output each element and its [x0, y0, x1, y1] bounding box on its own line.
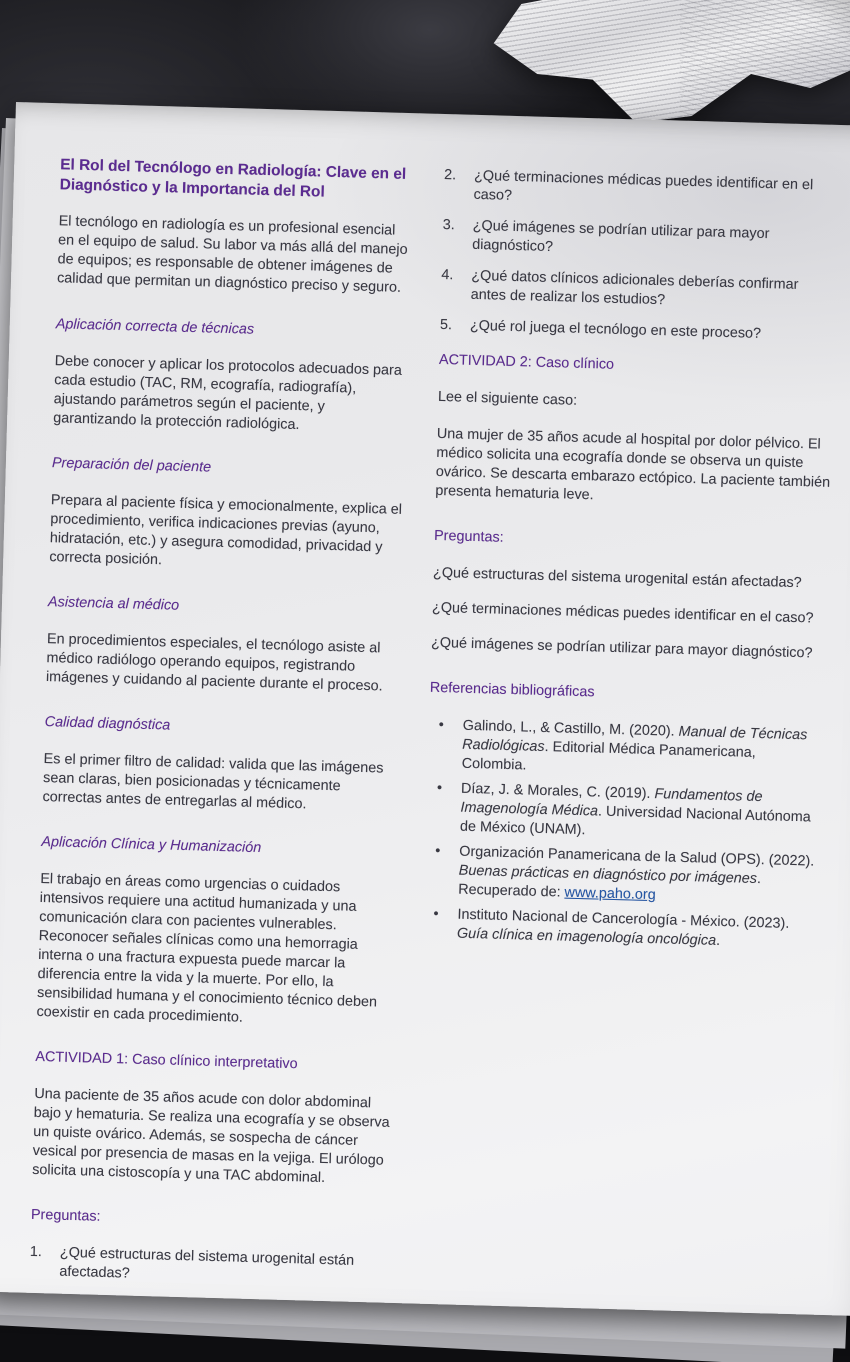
question-text: ¿Qué estructuras del sistema urogenital están afectadas? — [59, 1244, 355, 1282]
reference-pre: Galindo, L., & Castillo, M. (2020). — [462, 718, 679, 741]
open-question: ¿Qué terminaciones médicas puedes identificar en el caso? — [431, 600, 814, 627]
activity2-paragraph: Una mujer de 35 años acude al hospital por dolor pélvico. El médico solicita una ecografía donde se observa un quiste ovárico. Se descarta embarazo ectópico. La paciente también presenta hematuria leve. — [435, 426, 831, 504]
crumpled-paper-sheet — [462, 0, 850, 130]
question-number: 4. — [441, 267, 454, 284]
page-content — [29, 155, 840, 1314]
references-heading: Referencias bibliográficas — [429, 680, 595, 701]
references-list — [433, 716, 825, 954]
bullet-icon — [436, 779, 462, 837]
activity1-heading: ACTIVIDAD 1: Caso clínico interpretativo — [35, 1048, 298, 1073]
reference-text — [461, 717, 824, 784]
reference-title: Guía clínica en imagenología oncológica — [456, 926, 717, 950]
section-heading: Aplicación Clínica y Humanización — [41, 833, 262, 856]
activity2-heading: ACTIVIDAD 2: Caso clínico — [438, 352, 615, 373]
reference-text — [457, 906, 820, 954]
bullet-icon — [433, 905, 458, 944]
paho-link: www.paho.org — [564, 885, 656, 904]
question-text: ¿Qué imágenes se podrían utilizar para mayor diagnóstico? — [471, 217, 770, 256]
intro-paragraph: El tecnólogo en radiología es un profesional esencial en el equipo de salud. Su labor va más allá del manejo de equipos; es responsable de obtener imágenes de calidad que permitan un diagnóstico preciso y seguro. — [56, 213, 408, 297]
section-heading: Calidad diagnóstica — [44, 713, 171, 734]
question-number: 2. — [443, 166, 457, 184]
reference-pre: Instituto Nacional de Cancerología - México. (2023). — [457, 907, 790, 933]
reference-item — [433, 905, 820, 954]
activity2-lead: Lee el siguiente caso: — [437, 389, 578, 409]
question-item — [442, 216, 839, 265]
section-heading: Asistencia al médico — [47, 593, 180, 614]
reference-post: . Recuperado de: — [457, 871, 762, 902]
reference-item — [436, 779, 823, 847]
question-item — [440, 316, 836, 346]
questions-label: Preguntas: — [30, 1206, 101, 1225]
section-paragraph: El trabajo en áreas como urgencias o cuidados intensivos requiere una actitud humanizada y una comunicación clara con pacientes vulnerables. Reconocer señales clínicas como una hemorragia interna o una fractura expuesta puede marcar la diferencia entre la vida y la muerte. Por ello, la sensibilidad humana y el conocimiento técnico deben coexistir en cada procedimiento. — [36, 870, 378, 1026]
question-number: 5. — [439, 317, 453, 334]
section-paragraph: En procedimientos especiales, el tecnólogo asiste al médico radiólogo operando equipos, registrando imágenes y cuidando al paciente durante el proceso. — [45, 630, 383, 695]
reference-title: Fundamentos de Imagenología Médica — [460, 786, 763, 820]
activity1-paragraph: Una paciente de 35 años acude con dolor abdominal bajo y hematuria. Se realiza una ecografía y se observa un quiste ovárico. Además, se sospecha de cáncer vesical por presencia de masas en la vejiga. El urólogo solicita una cistoscopía y una TAC abdominal. — [31, 1085, 390, 1187]
question-item — [443, 166, 840, 215]
question-item — [29, 1243, 386, 1291]
reference-pre: Díaz, J. & Morales, C. (2019). — [460, 781, 655, 803]
open-question: ¿Qué estructuras del sistema urogenital están afectadas? — [432, 565, 802, 592]
document-page — [0, 102, 850, 1316]
question-item — [441, 266, 838, 315]
questions-label: Preguntas: — [433, 528, 504, 546]
section-paragraph: Prepara al paciente física y emocionalmente, explica el procedimiento, verifica indicaciones previas (ayuno, hidratación, etc.) y asegura comodidad, privacidad y correcta posición. — [49, 491, 403, 568]
reference-item — [437, 716, 824, 784]
question-number: 1. — [29, 1243, 43, 1261]
reference-post: . Universidad Nacional Autónoma de México (UNAM). — [459, 803, 811, 839]
reference-pre: Organización Panamericana de la Salud (OPS). (2022). — [459, 844, 815, 870]
reference-title: Manual de Técnicas Radiológicas — [461, 724, 808, 756]
reference-text — [460, 780, 823, 847]
reference-post: . — [715, 933, 721, 950]
right-column — [413, 166, 841, 1315]
document-title: El Rol del Tecnólogo en Radiología: Clave en el Diagnóstico y la Importancia del Rol — [59, 156, 407, 201]
question-text: ¿Qué terminaciones médicas puedes identificar en el caso? — [473, 167, 814, 204]
left-column — [29, 155, 417, 1303]
reference-title: Buenas prácticas en diagnóstico por imágenes — [458, 863, 758, 888]
bullet-icon — [437, 716, 463, 774]
question-number: 3. — [442, 216, 455, 234]
reference-text — [458, 843, 821, 910]
question-text: ¿Qué datos clínicos adicionales deberías confirmar antes de realizar los estudios? — [470, 267, 799, 309]
open-question: ¿Qué imágenes se podrían utilizar para mayor diagnóstico? — [430, 635, 813, 662]
bullet-icon — [434, 842, 460, 900]
section-paragraph: Debe conocer y aplicar los protocolos adecuados para cada estudio (TAC, RM, ecografía, radiografía), ajustando parámetros según el paciente, y garantizando la protección radiológica. — [52, 352, 403, 433]
reference-item — [434, 842, 821, 910]
reference-post: . Editorial Médica Panamericana, Colombia. — [461, 739, 756, 774]
section-heading: Aplicación correcta de técnicas — [55, 315, 255, 338]
section-paragraph: Es el primer filtro de calidad: valida que las imágenes sean claras, bien posicionadas y técnicamente correctas antes de entregarlas al médico. — [42, 750, 384, 813]
question-text: ¿Qué rol juega el tecnólogo en este proceso? — [469, 317, 762, 342]
section-heading: Preparación del paciente — [51, 454, 212, 476]
